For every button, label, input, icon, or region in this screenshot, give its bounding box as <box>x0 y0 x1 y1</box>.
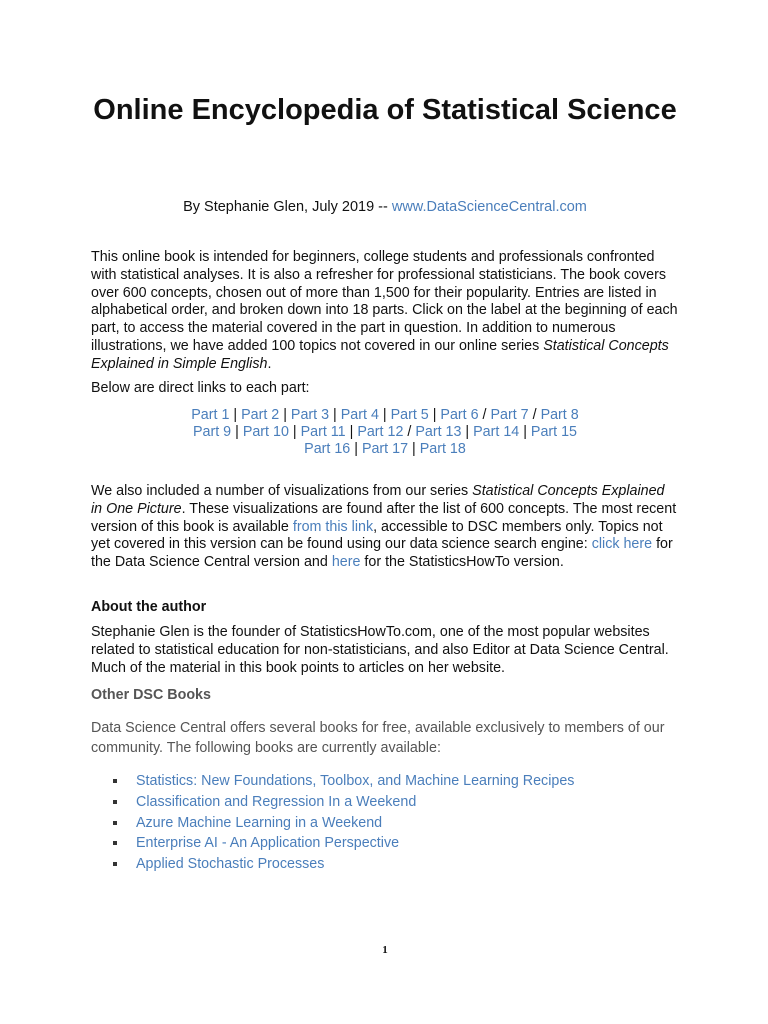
part-1-link[interactable]: Part 1 <box>191 407 230 423</box>
part-7-link[interactable]: Part 7 <box>490 407 529 423</box>
byline-text: By Stephanie Glen, July 2019 -- <box>183 199 392 215</box>
part-15-link[interactable]: Part 15 <box>530 424 578 441</box>
part-17-link[interactable]: Part 17 <box>361 441 409 458</box>
intro-text: This online book is intended for beginners, college students and professionals confronted with statistical analyses. It is also a refresher for professional statisticians. The book covers over 600 concepts, chosen out of more than 1,500 for their popularity. Entries are listed in alphabetical order, and broken down into 18 parts. Click on the label at the beginning of each part, to access the material covered in the part in question. In addition to numerous illustrations, we have added 100 topics not covered in our online series <box>91 249 678 354</box>
list-item <box>91 771 574 792</box>
square-bullet-icon <box>113 821 117 825</box>
part-12-link[interactable]: Part 12 <box>357 424 404 441</box>
visuals-text-2: . These visualizations are found after the list of 600 concepts. The most recent version of this book is available <box>91 500 677 535</box>
part-3-link[interactable]: Part 3 <box>290 407 330 423</box>
part-separator: | <box>279 407 291 423</box>
part-separator: | <box>329 407 341 423</box>
part-separator: | <box>428 407 441 423</box>
part-4-link[interactable]: Part 4 <box>340 407 379 423</box>
part-separator: | <box>231 424 243 441</box>
visuals-text-3: , accessible to DSC members only. Topics not yet covered in this version can be found using our data science search engine: <box>91 518 663 553</box>
square-bullet-icon <box>113 800 117 804</box>
part-11-link[interactable]: Part 11 <box>300 424 346 441</box>
visuals-text-4: for the Data Science Central version and <box>91 536 673 571</box>
books-list <box>91 771 574 875</box>
square-bullet-icon <box>113 841 117 845</box>
square-bullet-icon <box>113 862 117 866</box>
visuals-series-title: Statistical Concepts Explained in One Picture <box>91 483 665 517</box>
byline <box>91 198 679 216</box>
part-16-link[interactable]: Part 16 <box>304 441 351 458</box>
datasciencecentral-link[interactable]: www.DataScienceCentral.com <box>391 199 587 215</box>
part-separator: / <box>403 424 416 441</box>
part-2-link[interactable]: Part 2 <box>241 407 280 423</box>
here-link[interactable]: here <box>331 554 361 571</box>
part-separator: | <box>378 407 391 423</box>
part-13-link[interactable]: Part 13 <box>415 424 462 441</box>
page-number: 1 <box>382 944 388 956</box>
book-link-stochastic[interactable]: Applied Stochastic Processes <box>136 856 325 873</box>
part-separator: | <box>229 407 242 423</box>
visualizations-paragraph <box>91 483 679 572</box>
part-separator: | <box>408 441 420 458</box>
intro-end: . <box>267 355 272 372</box>
visuals-text-5: for the StatisticsHowTo version. <box>360 554 564 571</box>
part-6-link[interactable]: Part 6 <box>440 407 479 423</box>
list-item <box>91 833 574 854</box>
about-author-text: Stephanie Glen is the founder of StatisticsHowTo.com, one of the most popular websites related to statistical education for non-statisticians, and also Editor at Data Science Central. Much of the material in this book points to articles on her website. <box>91 624 669 676</box>
part-links-row-1 <box>91 407 679 424</box>
about-author-heading: About the author <box>91 599 207 615</box>
part-separator: / <box>478 407 491 423</box>
part-9-link[interactable]: Part 9 <box>192 424 232 441</box>
list-item <box>91 792 574 813</box>
part-links-row-2 <box>91 424 679 441</box>
page-title: Online Encyclopedia of Statistical Science <box>93 94 677 126</box>
links-intro: Below are direct links to each part: <box>91 380 310 396</box>
book-link-azure[interactable]: Azure Machine Learning in a Weekend <box>136 814 383 831</box>
part-separator: | <box>350 441 362 458</box>
intro-series-title: Statistical Concepts Explained in Simple English <box>91 337 669 372</box>
part-10-link[interactable]: Part 10 <box>242 424 289 441</box>
other-books-text: Data Science Central offers several books for free, available exclusively to members of our community. The following books are currently available: <box>91 720 665 756</box>
part-separator: | <box>288 424 301 441</box>
part-separator: / <box>528 407 541 423</box>
other-books-heading: Other DSC Books <box>91 687 211 703</box>
intro-paragraph <box>91 249 679 374</box>
list-item <box>91 813 574 834</box>
from-this-link[interactable]: from this link <box>292 518 374 535</box>
visuals-text-1: We also included a number of visualizations from our series <box>91 483 473 499</box>
square-bullet-icon <box>113 779 117 783</box>
book-link-enterprise-ai[interactable]: Enterprise AI - An Application Perspective <box>136 835 400 852</box>
part-8-link[interactable]: Part 8 <box>540 407 579 423</box>
part-separator: | <box>461 424 474 441</box>
list-item <box>91 854 574 875</box>
part-5-link[interactable]: Part 5 <box>390 407 429 423</box>
part-links-row-3 <box>91 441 679 458</box>
click-here-link[interactable]: click here <box>591 536 653 553</box>
part-separator: | <box>345 424 358 441</box>
book-link-statistics[interactable]: Statistics: New Foundations, Toolbox, and Machine Learning Recipes <box>136 773 575 789</box>
book-link-classification[interactable]: Classification and Regression In a Weekend <box>136 793 417 810</box>
part-links <box>91 407 679 459</box>
part-14-link[interactable]: Part 14 <box>473 424 520 441</box>
part-separator: | <box>519 424 531 441</box>
part-18-link[interactable]: Part 18 <box>419 441 466 458</box>
